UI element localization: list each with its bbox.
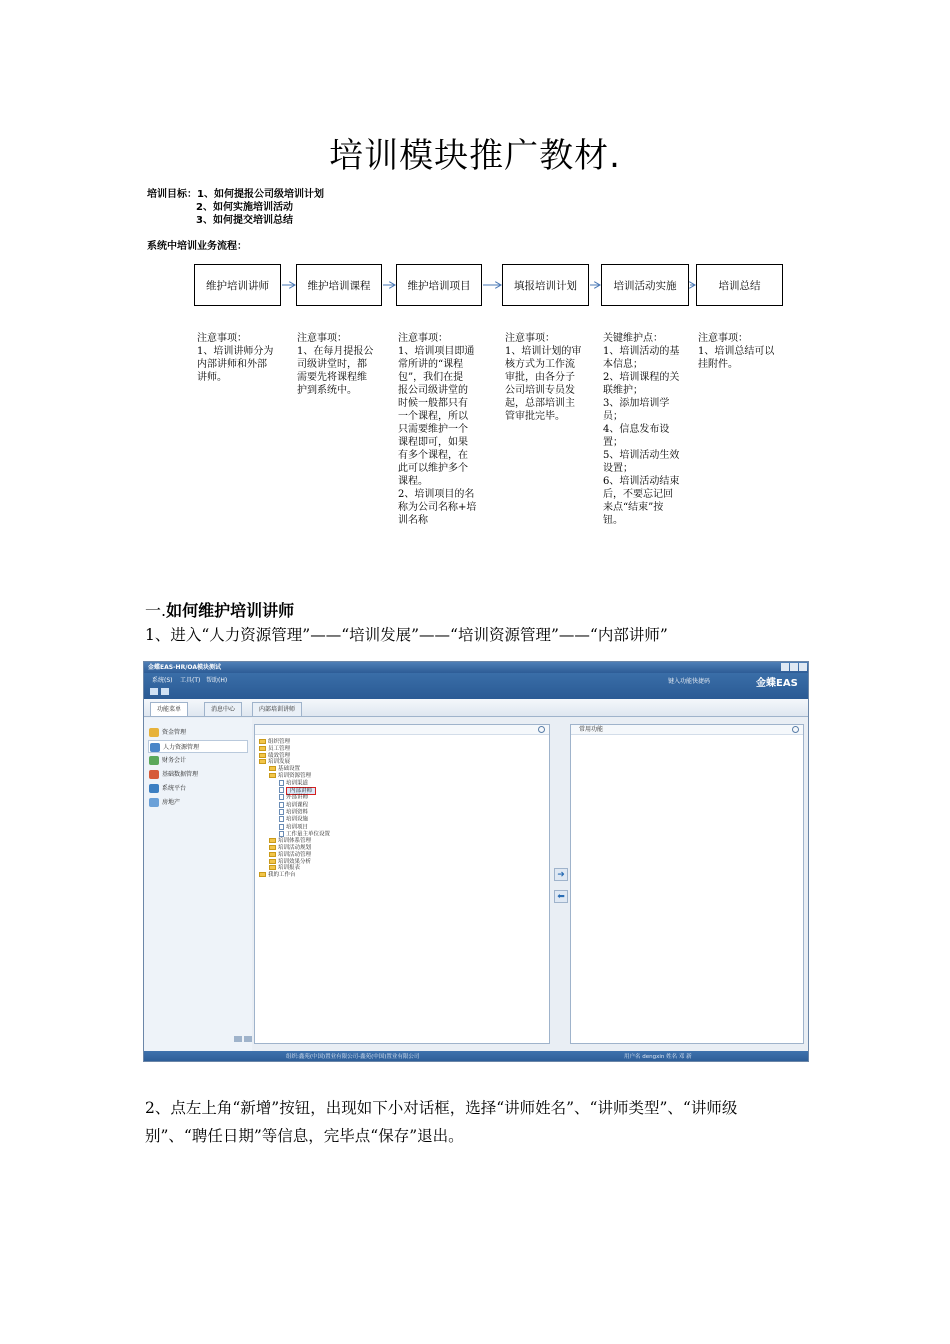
tree-node[interactable] <box>259 872 330 879</box>
flow-step-project: 维护培训项目 <box>396 264 482 306</box>
goal-item: 3、如何提交培训总结 <box>196 215 293 226</box>
tree-node[interactable] <box>259 802 330 809</box>
tree-node[interactable] <box>259 809 330 816</box>
tree-node-label: 我的工作台 <box>268 872 296 879</box>
tab-internal-lecturer[interactable]: 内部培训讲师 <box>252 702 302 716</box>
menu-help[interactable]: 帮助(H) <box>206 677 228 684</box>
status-user: 用户名 dengxin 姓名 邓 新 <box>624 1054 692 1060</box>
tree-node[interactable] <box>259 766 330 773</box>
nav-item-hr[interactable]: 人力资源管理 <box>148 740 248 753</box>
toolbar-refresh-icon[interactable] <box>161 688 169 695</box>
flow-step-plan: 填报培训计划 <box>502 264 589 306</box>
nav-item-platform[interactable]: 系统平台 <box>148 782 248 795</box>
common-functions-pane <box>570 724 804 1044</box>
section-title: 如何维护培训讲师 <box>166 601 295 620</box>
tree-node-label: 培训资源管理 <box>278 772 312 779</box>
goal-item: 1、如何提报公司级培训计划 <box>197 189 324 200</box>
tree-node-label: 培训活动规划 <box>278 844 312 851</box>
tree-node[interactable] <box>259 838 330 845</box>
flow-step-summary: 培训总结 <box>696 264 783 306</box>
menu-system[interactable]: 系统(S) <box>152 677 173 684</box>
common-functions-header <box>571 725 803 735</box>
flow-step-activity: 培训活动实施 <box>601 264 689 306</box>
finance-icon <box>149 756 159 765</box>
tree-node-label: 绩效管理 <box>268 752 291 759</box>
tab-function-menu[interactable]: 功能菜单 <box>150 702 188 716</box>
minimize-icon[interactable] <box>781 663 789 671</box>
folder-icon <box>259 753 266 758</box>
menu-bar <box>144 673 809 699</box>
platform-icon <box>149 784 159 793</box>
basedata-icon <box>149 770 159 779</box>
tree-node-label: 工作量主单位设置 <box>286 831 331 838</box>
tab-strip <box>144 699 809 717</box>
realestate-icon <box>149 798 159 807</box>
tree-node[interactable] <box>259 824 330 831</box>
tree-node-label: 培训项目 <box>286 824 309 831</box>
tree-node-label: 培训发展 <box>268 759 291 766</box>
tree-node-label: 培训活动管理 <box>278 851 312 858</box>
nav-item-basedata[interactable]: 基础数据管理 <box>148 768 248 781</box>
document-title: 培训模块推广教材. <box>329 136 621 176</box>
arrow-right-icon[interactable]: ➜ <box>554 868 568 881</box>
document-icon <box>279 824 284 830</box>
tree-node-label: 培训效果分析 <box>278 858 312 865</box>
tree-node-label: 培训渠道 <box>286 780 309 787</box>
section-number: 一. <box>145 601 167 620</box>
flow-note-plan: 注意事项： 1、培训计划的审 核方式为工作流 审批，由各分子 公司培训专员发 起，总部培训主 管审批完毕。 <box>505 333 582 422</box>
nav-item-finance[interactable]: 财务会计 <box>148 754 248 767</box>
function-tree <box>259 739 330 879</box>
fund-icon <box>149 728 159 737</box>
tree-node[interactable] <box>259 780 330 787</box>
document-icon <box>279 794 284 800</box>
tree-search-bar[interactable] <box>255 725 549 735</box>
tree-node[interactable] <box>259 845 330 852</box>
folder-icon <box>269 766 276 771</box>
tree-node-label: 外部讲师 <box>286 794 309 801</box>
scroll-up-icon[interactable] <box>234 1036 242 1042</box>
tree-node-label: 员工管理 <box>268 745 291 752</box>
folder-icon <box>269 859 276 864</box>
folder-icon <box>269 773 276 778</box>
folder-icon <box>269 838 276 843</box>
flow-note-lecturer: 注意事项： 1、培训讲师分为 内部讲师和外部 讲师。 <box>197 333 274 383</box>
tree-node[interactable] <box>259 852 330 859</box>
document-icon <box>279 816 284 822</box>
step1-text: 1、进入“人力资源管理”——“培训发展”——“培训资源管理”——“内部讲师” <box>145 626 668 644</box>
flow-note-summary: 注意事项： 1、培训总结可以 挂附件。 <box>698 333 775 370</box>
document-icon <box>279 780 284 786</box>
folder-icon <box>259 872 266 877</box>
folder-icon <box>259 746 266 751</box>
quick-entry-input[interactable]: 键入功能快捷码 <box>668 678 711 685</box>
tree-node-label: 内部讲师 <box>286 787 316 795</box>
flow-step-lecturer: 维护培训讲师 <box>194 264 281 306</box>
toolbar-home-icon[interactable] <box>150 688 158 695</box>
window-title: 金蝶EAS-HR/OA模块测试 <box>148 664 221 671</box>
tree-node[interactable] <box>259 773 330 780</box>
tree-node-label: 基础设置 <box>278 766 301 773</box>
search-icon[interactable] <box>538 726 545 733</box>
document-icon <box>279 809 284 815</box>
folder-icon <box>269 865 276 870</box>
scroll-down-icon[interactable] <box>244 1036 252 1042</box>
status-bar <box>144 1051 809 1062</box>
close-icon[interactable] <box>799 663 807 671</box>
folder-icon <box>269 845 276 850</box>
hr-icon <box>150 743 160 752</box>
section-heading <box>145 598 294 621</box>
search-icon[interactable] <box>792 726 799 733</box>
tree-node-label: 培训报表 <box>278 865 301 872</box>
nav-item-fund[interactable]: 资金管理 <box>148 726 248 739</box>
tree-node[interactable] <box>259 787 330 794</box>
step2-line1: 2、点左上角“新增”按钮，出现如下小对话框，选择“讲师姓名”、“讲师类型”、“讲师级 <box>145 1099 738 1117</box>
tree-node[interactable] <box>259 739 330 746</box>
flow-note-project: 注意事项： 1、培训项目即通 常所讲的“课程 包”，我们在提 报公司级讲堂的 时候一般都只有 一个课程，所以 只需要维护一个 课程即可，如果 有多个课程，在 此可以维护多个 课程。 2、培训项目的名 称为公司名称+培 训名称 <box>398 333 477 526</box>
tree-node-label: 培训体系管理 <box>278 838 312 845</box>
tree-node-label: 培训资料 <box>286 809 309 816</box>
tree-node[interactable] <box>259 816 330 823</box>
arrow-left-icon[interactable]: ⬅ <box>554 890 568 903</box>
common-functions-label: 常用功能 <box>579 726 604 733</box>
tree-node-label: 培训设施 <box>286 816 309 823</box>
tree-node[interactable] <box>259 794 330 801</box>
window-titlebar <box>144 662 809 673</box>
document-icon <box>279 802 284 808</box>
tree-node-label: 培训课程 <box>286 802 309 809</box>
flow-arrows <box>0 0 950 320</box>
goals-label: 培训目标： <box>147 189 197 200</box>
goal-item: 2、如何实施培训活动 <box>196 202 293 213</box>
eas-screenshot <box>143 661 809 1062</box>
folder-icon <box>259 739 266 744</box>
flow-label: 系统中培训业务流程： <box>147 241 247 252</box>
tree-node-label: 组织管理 <box>268 739 291 745</box>
flow-step-course: 维护培训课程 <box>296 264 382 306</box>
status-org: 组织:鑫苑(中国)置业有限公司-鑫苑(中国)置业有限公司 <box>286 1054 420 1060</box>
maximize-icon[interactable] <box>790 663 798 671</box>
document-icon <box>279 831 284 837</box>
menu-tools[interactable]: 工具(T) <box>180 677 201 684</box>
tab-message-center[interactable]: 消息中心 <box>204 702 242 716</box>
brand-logo: 金蝶EAS <box>756 678 798 689</box>
document-icon <box>279 787 284 793</box>
flow-note-course: 注意事项： 1、在每月提报公 司级讲堂时，都 需要先将课程维 护到系统中。 <box>297 333 374 396</box>
left-nav <box>144 718 252 1051</box>
function-tree-pane <box>254 724 550 1044</box>
folder-icon <box>269 852 276 857</box>
flow-note-activity: 关键维护点： 1、培训活动的基 本信息； 2、培训课程的关 联维护； 3、添加培训学 员； 4、信息发布设 置； 5、培训活动生效 设置； 6、培训活动结束 后，不要忘记回 来点“结束”按 钮。 <box>603 333 680 526</box>
nav-item-realestate[interactable]: 房地产 <box>148 796 248 809</box>
tree-node[interactable] <box>259 746 330 753</box>
folder-icon <box>259 759 266 764</box>
step2-line2: 别”、“聘任日期”等信息，完毕点“保存”退出。 <box>145 1127 464 1145</box>
